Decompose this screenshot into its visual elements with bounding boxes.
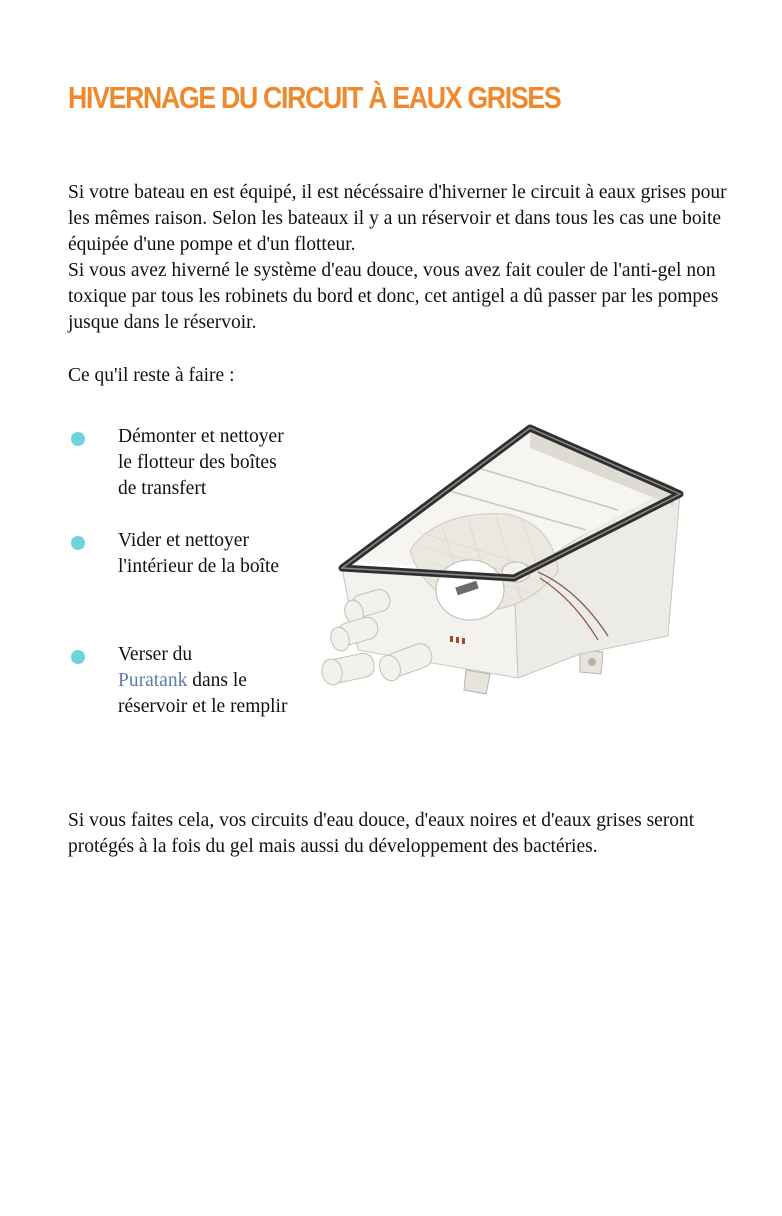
intro-paragraph: Si votre bateau en est équipé, il est nécéssaire d'hiverner le circuit à eaux grises pour les mêmes raison. Selon les bateaux il y a un réservoir et dans tous les cas une boite équipée d'une pompe et d'un flotteur. — [68, 182, 727, 255]
bullet-dot-icon — [71, 536, 85, 550]
list-item-text — [118, 642, 293, 720]
list-item-text-before: Verser du — [118, 644, 193, 665]
list-item-text: Démonter et nettoyer le flotteur des boîtes de transfert — [118, 426, 284, 499]
todo-heading: Ce qu'il reste à faire : — [68, 365, 235, 386]
puratank-link[interactable]: Puratank — [118, 670, 188, 691]
list-item-text-after: dans le réservoir et le remplir — [118, 670, 288, 717]
conclusion-paragraph: Si vous faites cela, vos circuits d'eau douce, d'eaux noires et d'eaux grises seront protégés à la fois du gel mais aussi du développement des bactéries. — [68, 810, 695, 857]
bullet-dot-icon — [71, 432, 85, 446]
list-item-text: Vider et nettoyer l'intérieur de la boîte — [118, 530, 280, 577]
antifreeze-paragraph: Si vous avez hiverné le système d'eau douce, vous avez fait couler de l'anti-gel non toxique par tous les robinets du bord et donc, cet antigel a dû passer par les pompes jusque dans le réservoir. — [68, 260, 719, 333]
shower-sump-pump-box-image — [318, 422, 690, 712]
bullet-dot-icon — [71, 650, 85, 664]
page-title: HIVERNAGE DU CIRCUIT À EAUX GRISES — [68, 80, 561, 115]
